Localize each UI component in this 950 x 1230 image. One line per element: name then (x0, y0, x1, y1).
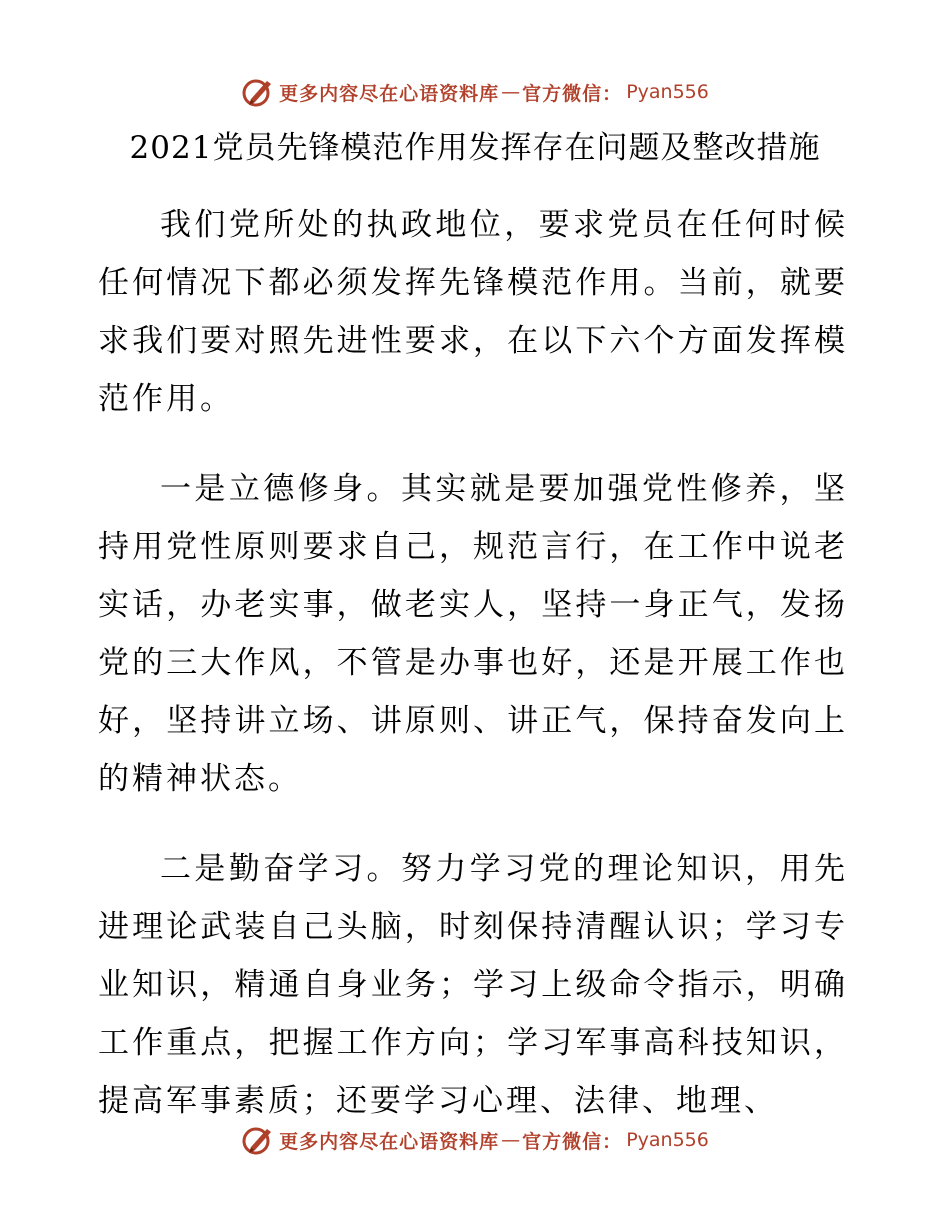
paragraph-one: 一是立德修身。其实就是要加强党性修养，坚持用党性原则要求自己，规范言行，在工作中说老实话，办老实事，做老实人，坚持一身正气，发扬党的三大作风，不管是办事也好，还是开展工作也好，坚持讲立场、讲原则、讲正气，保持奋发向上的精神状态。 (98, 471, 848, 797)
watermark-dash: — (501, 1129, 521, 1151)
watermark-wechat-id: Pyan556 (626, 1129, 709, 1151)
pen-logo-icon (241, 75, 275, 109)
watermark-wechat-label: 官方微信： (522, 1130, 623, 1153)
pen-logo-icon (241, 1123, 275, 1157)
document-body (98, 196, 848, 1162)
watermark-banner-top (0, 72, 950, 112)
watermark-text: 更多内容尽在心语资料库 (279, 1130, 500, 1153)
watermark-dash: — (501, 81, 521, 103)
watermark-text: 更多内容尽在心语资料库 (279, 82, 500, 105)
watermark-banner-bottom (0, 1120, 950, 1160)
watermark-wechat-label: 官方微信： (522, 82, 623, 105)
paragraph-intro: 我们党所处的执政地位，要求党员在任何时候任何情况下都必须发挥先锋模范作用。当前，就要求我们要对照先进性要求，在以下六个方面发挥模范作用。 (98, 207, 848, 417)
paragraph-two: 二是勤奋学习。努力学习党的理论知识，用先进理论武装自己头脑，时刻保持清醒认识；学习专业知识，精通自身业务；学习上级命令指示，明确工作重点，把握工作方向；学习军事高科技知识，提高军事素质；还要学习心理、法律、地理、 (98, 851, 848, 1119)
document-title: 2021党员先锋模范作用发挥存在问题及整改措施 (129, 130, 821, 166)
watermark-wechat-id: Pyan556 (626, 81, 709, 103)
